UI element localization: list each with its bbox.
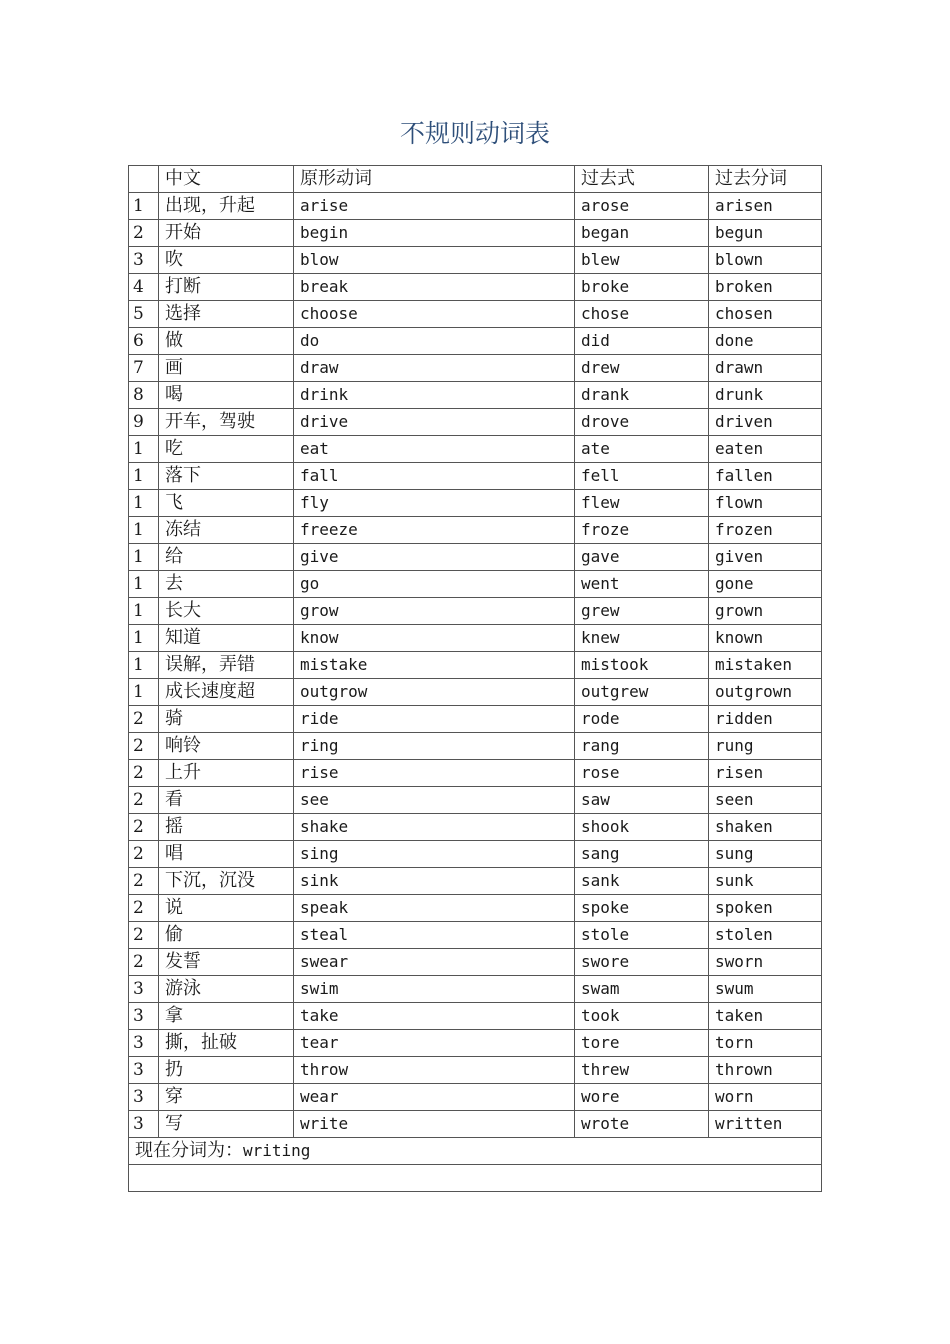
past-tense: stole xyxy=(575,922,709,949)
past-participle: done xyxy=(709,328,822,355)
row-number: 9 xyxy=(129,409,159,436)
chinese-meaning: 选择 xyxy=(159,301,294,328)
base-form: shake xyxy=(294,814,575,841)
table-row xyxy=(129,436,822,463)
chinese-meaning: 做 xyxy=(159,328,294,355)
table-row xyxy=(129,409,822,436)
footnote-cell xyxy=(129,1138,822,1165)
table-row xyxy=(129,895,822,922)
table-row xyxy=(129,301,822,328)
past-participle: driven xyxy=(709,409,822,436)
base-form: steal xyxy=(294,922,575,949)
past-tense: flew xyxy=(575,490,709,517)
table-row xyxy=(129,382,822,409)
past-participle: torn xyxy=(709,1030,822,1057)
chinese-meaning: 说 xyxy=(159,895,294,922)
base-form: do xyxy=(294,328,575,355)
footnote-value: writing xyxy=(243,1141,311,1160)
row-number: 2 xyxy=(129,922,159,949)
chinese-meaning: 喝 xyxy=(159,382,294,409)
past-tense: sank xyxy=(575,868,709,895)
past-tense: mistook xyxy=(575,652,709,679)
row-number: 2 xyxy=(129,760,159,787)
row-number: 3 xyxy=(129,247,159,274)
past-participle: broken xyxy=(709,274,822,301)
table-row xyxy=(129,355,822,382)
base-form: swim xyxy=(294,976,575,1003)
chinese-meaning: 成长速度超 xyxy=(159,679,294,706)
header-number xyxy=(129,166,159,193)
past-participle: written xyxy=(709,1111,822,1138)
header-base-form: 原形动词 xyxy=(294,166,575,193)
base-form: go xyxy=(294,571,575,598)
row-number: 3 xyxy=(129,976,159,1003)
chinese-meaning: 游泳 xyxy=(159,976,294,1003)
table-row xyxy=(129,463,822,490)
base-form: mistake xyxy=(294,652,575,679)
table-header-row xyxy=(129,166,822,193)
past-tense: saw xyxy=(575,787,709,814)
base-form: drive xyxy=(294,409,575,436)
row-number: 1 xyxy=(129,436,159,463)
past-participle: given xyxy=(709,544,822,571)
row-number: 4 xyxy=(129,274,159,301)
row-number: 1 xyxy=(129,679,159,706)
past-tense: chose xyxy=(575,301,709,328)
row-number: 1 xyxy=(129,544,159,571)
table-row xyxy=(129,679,822,706)
row-number: 2 xyxy=(129,814,159,841)
past-tense: spoke xyxy=(575,895,709,922)
chinese-meaning: 出现，升起 xyxy=(159,193,294,220)
header-past-participle: 过去分词 xyxy=(709,166,822,193)
chinese-meaning: 去 xyxy=(159,571,294,598)
table-row xyxy=(129,544,822,571)
table-row xyxy=(129,652,822,679)
base-form: sing xyxy=(294,841,575,868)
chinese-meaning: 发誓 xyxy=(159,949,294,976)
base-form: fall xyxy=(294,463,575,490)
row-number: 2 xyxy=(129,220,159,247)
chinese-meaning: 唱 xyxy=(159,841,294,868)
base-form: choose xyxy=(294,301,575,328)
past-tense: rose xyxy=(575,760,709,787)
chinese-meaning: 下沉，沉没 xyxy=(159,868,294,895)
header-chinese: 中文 xyxy=(159,166,294,193)
past-participle: gone xyxy=(709,571,822,598)
table-row xyxy=(129,1111,822,1138)
table-row xyxy=(129,274,822,301)
table-row xyxy=(129,760,822,787)
past-participle: chosen xyxy=(709,301,822,328)
row-number: 3 xyxy=(129,1030,159,1057)
chinese-meaning: 飞 xyxy=(159,490,294,517)
past-tense: gave xyxy=(575,544,709,571)
row-number: 2 xyxy=(129,706,159,733)
past-participle: drawn xyxy=(709,355,822,382)
past-participle: sung xyxy=(709,841,822,868)
chinese-meaning: 画 xyxy=(159,355,294,382)
row-number: 3 xyxy=(129,1111,159,1138)
past-participle: spoken xyxy=(709,895,822,922)
base-form: give xyxy=(294,544,575,571)
base-form: ring xyxy=(294,733,575,760)
base-form: write xyxy=(294,1111,575,1138)
chinese-meaning: 给 xyxy=(159,544,294,571)
base-form: drink xyxy=(294,382,575,409)
base-form: throw xyxy=(294,1057,575,1084)
row-number: 2 xyxy=(129,787,159,814)
past-tense: wore xyxy=(575,1084,709,1111)
chinese-meaning: 骑 xyxy=(159,706,294,733)
chinese-meaning: 吃 xyxy=(159,436,294,463)
past-tense: sang xyxy=(575,841,709,868)
table-row xyxy=(129,625,822,652)
past-tense: threw xyxy=(575,1057,709,1084)
past-participle: flown xyxy=(709,490,822,517)
past-participle: mistaken xyxy=(709,652,822,679)
chinese-meaning: 穿 xyxy=(159,1084,294,1111)
row-number: 2 xyxy=(129,841,159,868)
chinese-meaning: 看 xyxy=(159,787,294,814)
past-participle: rung xyxy=(709,733,822,760)
base-form: wear xyxy=(294,1084,575,1111)
chinese-meaning: 拿 xyxy=(159,1003,294,1030)
chinese-meaning: 冻结 xyxy=(159,517,294,544)
past-tense: did xyxy=(575,328,709,355)
table-row xyxy=(129,922,822,949)
base-form: sink xyxy=(294,868,575,895)
chinese-meaning: 落下 xyxy=(159,463,294,490)
table-row xyxy=(129,193,822,220)
chinese-meaning: 扔 xyxy=(159,1057,294,1084)
row-number: 1 xyxy=(129,598,159,625)
past-participle: stolen xyxy=(709,922,822,949)
past-tense: blew xyxy=(575,247,709,274)
table-row xyxy=(129,706,822,733)
table-row xyxy=(129,868,822,895)
table-row xyxy=(129,841,822,868)
table-row xyxy=(129,976,822,1003)
empty-cell xyxy=(129,1165,822,1192)
past-tense: drew xyxy=(575,355,709,382)
table-row xyxy=(129,1030,822,1057)
footnote-label: 现在分词为： xyxy=(135,1140,243,1161)
base-form: ride xyxy=(294,706,575,733)
chinese-meaning: 开车，驾驶 xyxy=(159,409,294,436)
past-participle: blown xyxy=(709,247,822,274)
past-tense: swore xyxy=(575,949,709,976)
table-row xyxy=(129,787,822,814)
past-tense: took xyxy=(575,1003,709,1030)
chinese-meaning: 吹 xyxy=(159,247,294,274)
past-tense: shook xyxy=(575,814,709,841)
row-number: 6 xyxy=(129,328,159,355)
past-participle: sworn xyxy=(709,949,822,976)
chinese-meaning: 响铃 xyxy=(159,733,294,760)
chinese-meaning: 摇 xyxy=(159,814,294,841)
table-row xyxy=(129,490,822,517)
base-form: fly xyxy=(294,490,575,517)
row-number: 1 xyxy=(129,490,159,517)
table-row xyxy=(129,1003,822,1030)
table-row xyxy=(129,814,822,841)
past-tense: began xyxy=(575,220,709,247)
past-participle: fallen xyxy=(709,463,822,490)
base-form: know xyxy=(294,625,575,652)
row-number: 2 xyxy=(129,868,159,895)
row-number: 2 xyxy=(129,949,159,976)
past-participle: swum xyxy=(709,976,822,1003)
past-tense: drank xyxy=(575,382,709,409)
past-participle: drunk xyxy=(709,382,822,409)
past-participle: eaten xyxy=(709,436,822,463)
base-form: grow xyxy=(294,598,575,625)
table-row xyxy=(129,220,822,247)
past-tense: tore xyxy=(575,1030,709,1057)
row-number: 1 xyxy=(129,652,159,679)
past-tense: outgrew xyxy=(575,679,709,706)
base-form: tear xyxy=(294,1030,575,1057)
row-number: 3 xyxy=(129,1057,159,1084)
past-participle: grown xyxy=(709,598,822,625)
past-participle: sunk xyxy=(709,868,822,895)
empty-row xyxy=(129,1165,822,1192)
chinese-meaning: 撕，扯破 xyxy=(159,1030,294,1057)
past-participle: ridden xyxy=(709,706,822,733)
past-tense: arose xyxy=(575,193,709,220)
past-tense: grew xyxy=(575,598,709,625)
base-form: arise xyxy=(294,193,575,220)
row-number: 7 xyxy=(129,355,159,382)
table-row xyxy=(129,949,822,976)
past-tense: rang xyxy=(575,733,709,760)
chinese-meaning: 知道 xyxy=(159,625,294,652)
past-tense: rode xyxy=(575,706,709,733)
base-form: eat xyxy=(294,436,575,463)
row-number: 3 xyxy=(129,1003,159,1030)
chinese-meaning: 误解，弄错 xyxy=(159,652,294,679)
row-number: 1 xyxy=(129,517,159,544)
past-participle: frozen xyxy=(709,517,822,544)
past-participle: risen xyxy=(709,760,822,787)
footnote-row xyxy=(129,1138,822,1165)
past-participle: taken xyxy=(709,1003,822,1030)
row-number: 1 xyxy=(129,193,159,220)
table-row xyxy=(129,1084,822,1111)
row-number: 1 xyxy=(129,463,159,490)
row-number: 8 xyxy=(129,382,159,409)
past-tense: ate xyxy=(575,436,709,463)
base-form: begin xyxy=(294,220,575,247)
past-tense: went xyxy=(575,571,709,598)
base-form: break xyxy=(294,274,575,301)
verb-table xyxy=(128,165,822,1192)
past-tense: broke xyxy=(575,274,709,301)
past-participle: arisen xyxy=(709,193,822,220)
row-number: 1 xyxy=(129,571,159,598)
table-row xyxy=(129,517,822,544)
past-participle: thrown xyxy=(709,1057,822,1084)
past-participle: worn xyxy=(709,1084,822,1111)
past-tense: swam xyxy=(575,976,709,1003)
past-participle: known xyxy=(709,625,822,652)
base-form: speak xyxy=(294,895,575,922)
row-number: 2 xyxy=(129,733,159,760)
base-form: draw xyxy=(294,355,575,382)
chinese-meaning: 长大 xyxy=(159,598,294,625)
row-number: 2 xyxy=(129,895,159,922)
base-form: rise xyxy=(294,760,575,787)
table-row xyxy=(129,247,822,274)
page-title: 不规则动词表 xyxy=(399,119,550,148)
base-form: blow xyxy=(294,247,575,274)
chinese-meaning: 写 xyxy=(159,1111,294,1138)
row-number: 5 xyxy=(129,301,159,328)
row-number: 1 xyxy=(129,625,159,652)
past-tense: wrote xyxy=(575,1111,709,1138)
past-tense: drove xyxy=(575,409,709,436)
past-participle: begun xyxy=(709,220,822,247)
past-tense: knew xyxy=(575,625,709,652)
table-row xyxy=(129,598,822,625)
chinese-meaning: 开始 xyxy=(159,220,294,247)
table-row xyxy=(129,328,822,355)
chinese-meaning: 上升 xyxy=(159,760,294,787)
past-participle: outgrown xyxy=(709,679,822,706)
header-past-tense: 过去式 xyxy=(575,166,709,193)
table-row xyxy=(129,733,822,760)
table-row xyxy=(129,571,822,598)
base-form: outgrow xyxy=(294,679,575,706)
base-form: swear xyxy=(294,949,575,976)
past-tense: froze xyxy=(575,517,709,544)
base-form: freeze xyxy=(294,517,575,544)
table-row xyxy=(129,1057,822,1084)
chinese-meaning: 打断 xyxy=(159,274,294,301)
base-form: take xyxy=(294,1003,575,1030)
row-number: 3 xyxy=(129,1084,159,1111)
chinese-meaning: 偷 xyxy=(159,922,294,949)
base-form: see xyxy=(294,787,575,814)
past-participle: shaken xyxy=(709,814,822,841)
past-tense: fell xyxy=(575,463,709,490)
past-participle: seen xyxy=(709,787,822,814)
